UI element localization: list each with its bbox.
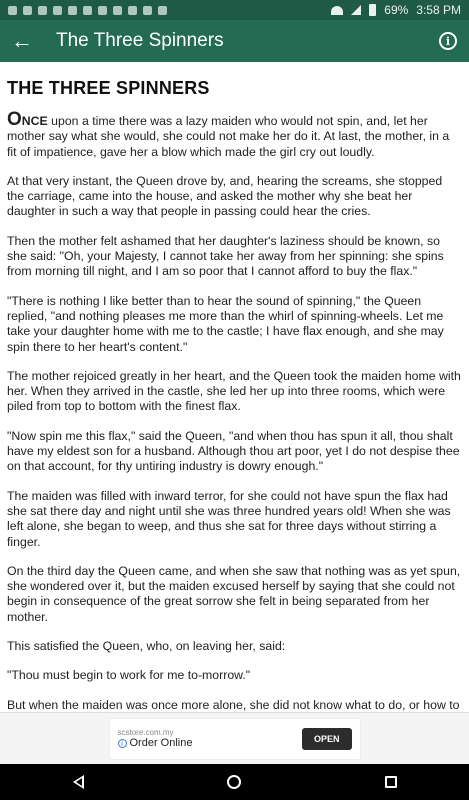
system-status <box>331 3 461 17</box>
notification-icon <box>113 6 122 15</box>
page-title: The Three Spinners <box>56 30 224 51</box>
story-paragraph: ONCE upon a time there was a lazy maiden who would not spin, and, let her mother say what she would, she could not make her do it. At last, the mother, in a fit of impatience, gave her a blow which made the girl cry out loudly. <box>7 109 450 159</box>
notification-icon <box>38 6 47 15</box>
ad-open-button[interactable]: OPEN <box>302 728 352 750</box>
story-paragraph: On the third day the Queen came, and when she saw that nothing was as yet spun, she wondered over it, but the maiden excused herself by saying that she could not begin in consequence of the great sorrow she felt in being separated from her mother. <box>7 563 461 624</box>
story-paragraph: This satisfied the Queen, who, on leaving her, said: <box>7 639 286 654</box>
back-button[interactable] <box>0 20 44 62</box>
ad-cta: Order Online <box>129 737 193 749</box>
ad-cta-row <box>118 737 302 749</box>
nav-back-button[interactable] <box>58 767 98 797</box>
notification-icon <box>83 6 92 15</box>
ad-banner <box>0 712 469 764</box>
story-paragraph: But when the maiden was once more alone, she did not know what to do, or how to <box>7 697 460 712</box>
info-icon: i <box>445 34 451 48</box>
wifi-icon <box>331 6 343 15</box>
story-paragraph: The mother rejoiced greatly in her heart, and the Queen took the maiden home with her. When they arrived in the castle, she led her up into three rooms, which were piled from top to bottom with the finest flax. <box>7 368 461 414</box>
story-paragraph: "Thou must begin to work for me to-morrow." <box>7 668 251 683</box>
drop-cap-rest: NCE <box>21 114 48 128</box>
story-paragraph: The maiden was filled with inward terror, for she could not have spun the flax had she sat there day and night until she was three hundred years old! When she was left alone, she began to weep, and thus she sat for three days without stirring a finger. <box>7 488 451 549</box>
ad-domain: scstore.com.my <box>117 728 174 737</box>
notification-icon <box>158 6 167 15</box>
clock: 3:58 PM <box>416 3 461 17</box>
notification-icon <box>143 6 152 15</box>
status-bar <box>0 0 469 20</box>
notification-icons <box>8 6 331 15</box>
notification-icon <box>23 6 32 15</box>
ad-info-icon[interactable]: i <box>118 739 127 748</box>
ad-text <box>118 728 302 749</box>
drop-cap: O <box>7 109 22 130</box>
nav-home-button[interactable] <box>214 767 254 797</box>
circle-home-icon <box>227 775 241 789</box>
battery-icon <box>369 4 376 16</box>
arrow-left-icon: ← <box>11 28 33 53</box>
ad-card[interactable] <box>110 719 360 759</box>
story-paragraph: "There is nothing I like better than to hear the sound of spinning," the Queen replied, "and nothing pleases me more than the whirl of spinning-wheels. Let me take your daughter home with me to the castle; I have flax enough, and she may spin there to her heart's content." <box>7 293 444 354</box>
nav-recent-button[interactable] <box>371 767 411 797</box>
app-bar <box>0 20 469 62</box>
system-nav-bar <box>0 764 469 800</box>
notification-icon <box>128 6 137 15</box>
square-recent-icon <box>385 776 397 788</box>
story-content[interactable] <box>0 62 469 712</box>
notification-icon <box>98 6 107 15</box>
story-heading: THE THREE SPINNERS <box>7 78 210 98</box>
story-paragraph: "Now spin me this flax," said the Queen, "and when thou has spun it all, thou shalt have my eldest son for a husband. Although thou art poor, yet I do not despise thee on that account, for thy untiring industry is dowry enough." <box>7 428 460 474</box>
triangle-back-icon <box>73 775 84 789</box>
signal-icon <box>351 5 361 15</box>
story-paragraph: Then the mother felt ashamed that her daughter's laziness should be known, so she said: "Oh, your Majesty, I cannot take her away from her spinning: she spins from morning till night, and I am so poor that I cannot afford to buy the flax." <box>7 233 444 279</box>
notification-icon <box>53 6 62 15</box>
notification-icon <box>68 6 77 15</box>
story-paragraph: At that very instant, the Queen drove by, and, hearing the screams, she stopped the carriage, came into the house, and asked the mother why she beat her daughter in such a way that people in passing could hear the cries. <box>7 173 443 219</box>
battery-level: 69% <box>384 3 409 17</box>
notification-icon <box>8 6 17 15</box>
info-button[interactable] <box>439 32 457 50</box>
